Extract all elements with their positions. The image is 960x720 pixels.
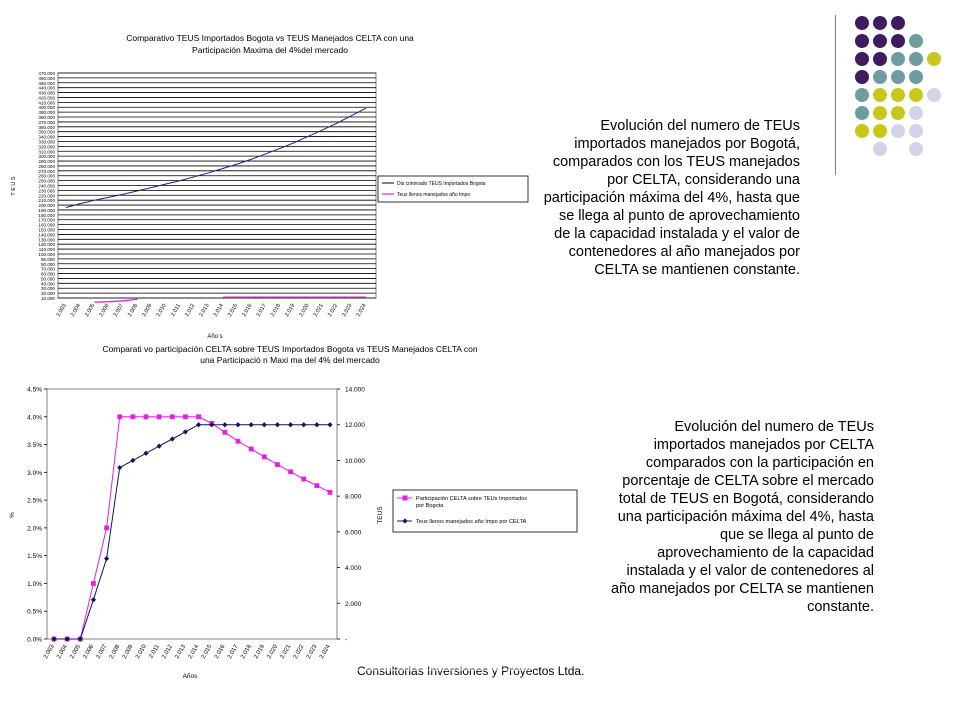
decor-dot [873,34,887,48]
decor-dot [855,16,869,30]
chart1-x-tick-label: 2.004 [69,303,83,318]
chart2-x-tick-label: 2.007 [95,644,109,661]
chart2-legend-marker [403,496,408,501]
chart2-x-tick-label: 2.024 [319,644,332,661]
decor-dot [909,88,923,102]
chart1-y-tick-label: 340.000 [38,134,55,140]
chart1-y-tick-label: 200.000 [38,203,55,209]
decor-dot [909,52,923,66]
chart1-y-tick-label: 100.000 [38,251,55,257]
chart1-x-tick-label: 2.012 [184,303,197,318]
chart1-y-tick-label: 260.000 [38,173,55,179]
decor-dot [873,16,887,30]
chart1-x-tick-label: 2.007 [112,303,125,318]
chart1-y-tick-label: 80.000 [40,261,55,267]
chart2-x-tick-label: 2.005 [69,644,83,661]
top-description: Evolución del numero de TEUs importados manejados por Bogotá, comparados con los TEUS manejados por CELTA, considerando una participación máxima del 4%, hasta que se llega al punto de aprovechamiento de la capacidad instalada y el valor de contenedores al año manejados por CELTA se mantienen constante. [543,118,800,278]
chart1-title-line: Participación Maxima del 4%del mercado [192,45,348,55]
decor-dot [855,52,869,66]
chart1-x-tick-label: 2.016 [241,303,254,318]
chart1-legend-label: Dis criminado TEUS Importados Bogota [397,181,486,187]
chart1-y-tick-label: 40.000 [40,281,55,287]
chart2-marker-square [170,414,175,419]
chart2-x-axis-label: Años [182,673,198,680]
chart1-y-tick-label: 300.000 [38,154,55,160]
chart1-y-tick-label: 50.000 [40,276,55,282]
bottom-description: Evolución del numero de TEUs importados manejados por CELTA comparados con la participación en porcentaje de CELTA sobre el mercado total de TEUS en Bogotá, considerando una participación máxima del 4%, hasta que se llega al punto de aprovechamiento de la capacidad instalada y el valor de contenedores al año manejados por CELTA se mantienen constante. [610,419,874,615]
chart1-y-tick-label: 310.000 [38,149,55,155]
chart1-y-tick-label: 350.000 [38,129,55,135]
chart1-x-tick-label: 2.006 [98,303,111,318]
decor-dot [891,70,905,84]
chart1-y-tick-label: 270.000 [38,168,55,174]
chart2-marker-square [314,483,319,488]
chart1-y-tick-label: 470.000 [38,71,55,76]
chart1-y-tick-label: 110.000 [38,247,55,253]
chart1-y-tick-label: 330.000 [38,139,55,145]
decor-dot [891,34,905,48]
decor-dot [909,70,923,84]
chart2-marker-square [328,490,333,495]
chart1-x-tick-label: 2.009 [141,303,154,318]
chart2-legend-label-line: por Bogota [416,503,444,509]
chart1-y-tick-label: 180.000 [38,212,55,218]
chart2-left-tick-label: 4.5% [27,386,42,394]
chart1-y-tick-label: 440.000 [38,85,55,91]
decor-dot [909,124,923,138]
chart2-marker-square [236,439,241,444]
chart-participation-comparison [0,340,600,680]
chart1-y-axis-label: T E U S [11,176,17,196]
chart1-y-tick-label: 420.000 [38,95,55,101]
chart2-marker-square [130,414,135,419]
decor-dot [891,16,905,30]
chart1-x-tick-label: 2.017 [255,303,268,318]
decor-dot [873,142,887,156]
chart2-marker-square [222,430,227,435]
chart1-y-tick-label: 430.000 [38,90,55,96]
chart2-left-axis-label: % [9,512,16,518]
decor-dot [891,106,905,120]
chart1-legend-box [378,176,528,202]
decor-dot [927,88,941,102]
chart1-x-tick-label: 2.005 [84,303,97,318]
chart2-x-tick-label: 2.023 [305,644,319,661]
chart2-x-tick-label: 2.015 [200,644,214,661]
chart1-x-tick-label: 2.021 [312,303,325,318]
chart1-y-tick-label: 90.000 [40,256,55,262]
chart2-left-tick-label: 0.5% [27,608,42,616]
chart1-x-tick-label: 2.020 [298,303,311,318]
chart2-marker-square [104,525,109,530]
chart2-left-tick-label: 1.5% [27,553,42,561]
chart2-left-tick-label: 0.0% [27,636,42,644]
chart2-right-tick-label: 12.000 [345,422,365,430]
chart2-x-tick-label: 2.022 [292,644,306,661]
chart1-y-tick-label: 380.000 [38,115,55,121]
decor-dot [855,88,869,102]
chart1-y-tick-label: 190.000 [38,207,55,213]
chart2-x-tick-label: 2.014 [187,644,201,661]
chart1-title-line: Comparativo TEUS Importados Bogota vs TEUS Manejados CELTA con una [126,33,414,43]
chart1-x-tick-label: 2.024 [355,303,368,318]
chart2-marker-square [183,414,188,419]
chart1-y-tick-label: 290.000 [38,159,55,165]
chart1-y-tick-label: 450.000 [38,80,55,86]
chart2-marker-square [196,414,201,419]
decor-dot [873,70,887,84]
chart1-y-tick-label: 150.000 [38,227,55,233]
chart1-x-tick-label: 2.019 [284,303,297,318]
chart1-y-tick-label: 240.000 [38,183,55,189]
chart1-y-tick-label: 210.000 [38,198,55,204]
chart2-marker-square [157,414,162,419]
chart2-x-tick-label: 2.019 [253,644,267,661]
chart2-marker-square [288,469,293,474]
chart1-y-tick-label: 460.000 [38,75,55,81]
footer-credit: Consultorias Inversiones y Proyectos Ltda. [357,664,585,678]
chart1-x-tick-label: 2.023 [341,303,354,318]
chart2-left-tick-label: 4.0% [27,414,42,422]
chart2-legend-label: Teus llenos manejados año Impo por CELTA [416,519,527,525]
chart2-marker-square [144,414,149,419]
chart2-x-tick-label: 2.012 [161,644,175,661]
chart1-y-tick-label: 250.000 [38,178,55,184]
chart1-x-tick-label: 2.015 [227,303,240,318]
chart2-right-tick-label: 14.000 [345,386,365,394]
chart2-marker-square [262,454,267,459]
chart2-right-tick-label: 6.000 [345,529,362,537]
chart2-x-tick-label: 2.017 [227,644,240,661]
chart1-y-tick-label: 280.000 [38,163,55,169]
chart2-x-tick-label: 2.013 [174,644,188,661]
chart2-x-tick-label: 2.003 [43,644,56,661]
decor-dot [909,34,923,48]
chart2-marker-square [117,414,122,419]
chart2-x-tick-label: 2.009 [121,644,135,661]
chart2-legend-label-line: Participación CELTA sobre TEUs Importados [416,496,527,502]
decor-dot [891,52,905,66]
chart1-x-tick-label: 2.010 [155,303,168,318]
chart1-y-tick-label: 170.000 [38,217,55,223]
chart1-y-tick-label: 20.000 [40,291,55,297]
decor-dot [873,106,887,120]
chart1-y-tick-label: 220.000 [38,193,55,199]
chart1-x-tick-label: 2.011 [170,303,183,318]
chart2-marker-square [301,477,306,482]
decor-dot [855,70,869,84]
chart1-y-tick-label: 410.000 [38,100,55,106]
chart2-marker-square [275,462,280,467]
chart1-y-tick-label: 360.000 [38,124,55,130]
chart2-left-tick-label: 3.0% [27,469,42,477]
decor-dot [855,34,869,48]
chart1-x-tick-label: 2.018 [269,303,283,318]
chart2-x-tick-label: 2.021 [279,644,293,661]
decor-dot [873,124,887,138]
chart2-x-tick-label: 2.010 [135,644,148,661]
chart1-x-tick-label: 2.022 [327,303,340,318]
chart2-x-tick-label: 2.020 [266,644,280,661]
decorative-dot-grid [840,10,960,160]
chart2-left-tick-label: 2.5% [27,497,42,505]
decor-dot [891,124,905,138]
chart1-x-tick-label: 2.014 [212,303,225,318]
chart2-title-line: Comparati vo participación CELTA sobre TEUS Importados Bogota vs TEUS Manejados CELTA con [102,344,478,354]
chart2-right-tick-label: 2.000 [345,600,362,608]
chart2-marker-square [91,581,96,586]
decor-dot [909,106,923,120]
chart2-right-tick-label: - [345,636,348,644]
chart1-x-axis-label: Año s [207,334,223,340]
chart1-y-tick-label: 130.000 [38,237,55,243]
chart2-left-tick-label: 3.5% [27,442,42,450]
chart2-x-tick-label: 2.004 [56,644,69,661]
decor-dot [909,142,923,156]
chart1-x-tick-label: 2.008 [127,303,140,318]
chart1-x-tick-label: 2.003 [55,303,68,318]
chart1-y-tick-label: 160.000 [38,222,55,228]
decor-dot [927,52,941,66]
chart2-x-tick-label: 2.018 [240,644,253,661]
chart2-x-tick-label: 2.016 [213,644,227,661]
chart2-right-tick-label: 10.000 [345,457,365,465]
chart1-y-tick-label: 140.000 [38,232,55,238]
chart2-marker-square [249,447,254,452]
chart1-y-tick-label: 230.000 [38,188,55,194]
chart2-plot-area [47,389,337,639]
chart1-y-tick-label: 60.000 [40,271,55,277]
chart2-right-axis-label: TEUS [377,506,384,524]
chart2-right-tick-label: 4.000 [345,565,362,573]
chart2-x-tick-label: 2.011 [148,644,161,660]
decor-dot [855,124,869,138]
chart1-y-tick-label: 390.000 [38,110,55,116]
chart1-y-tick-label: 120.000 [38,242,55,248]
decor-dot [873,52,887,66]
decor-dot [873,88,887,102]
chart1-y-tick-label: 70.000 [40,266,55,272]
chart1-y-tick-label: 320.000 [38,144,55,150]
chart2-left-tick-label: 2.0% [27,525,42,533]
decor-dot [855,106,869,120]
chart-teus-comparison [0,0,540,345]
vertical-divider-line [835,15,836,175]
chart1-legend-label: Teus llenos manejados año Impo [397,192,471,198]
chart2-left-tick-label: 1.0% [27,580,42,588]
decor-dot [891,88,905,102]
chart1-y-tick-label: 10.000 [40,296,55,301]
chart1-x-tick-label: 2.013 [198,303,211,318]
chart2-right-tick-label: 8.000 [345,493,362,501]
chart2-x-tick-label: 2.006 [82,644,96,661]
chart2-title-line: una Participació n Maxi ma del 4% del mercado [200,355,380,365]
chart1-y-tick-label: 400.000 [38,105,55,111]
chart2-x-tick-label: 2.008 [108,644,122,661]
chart1-y-tick-label: 370.000 [38,119,55,125]
chart1-y-tick-label: 30.000 [40,286,55,292]
